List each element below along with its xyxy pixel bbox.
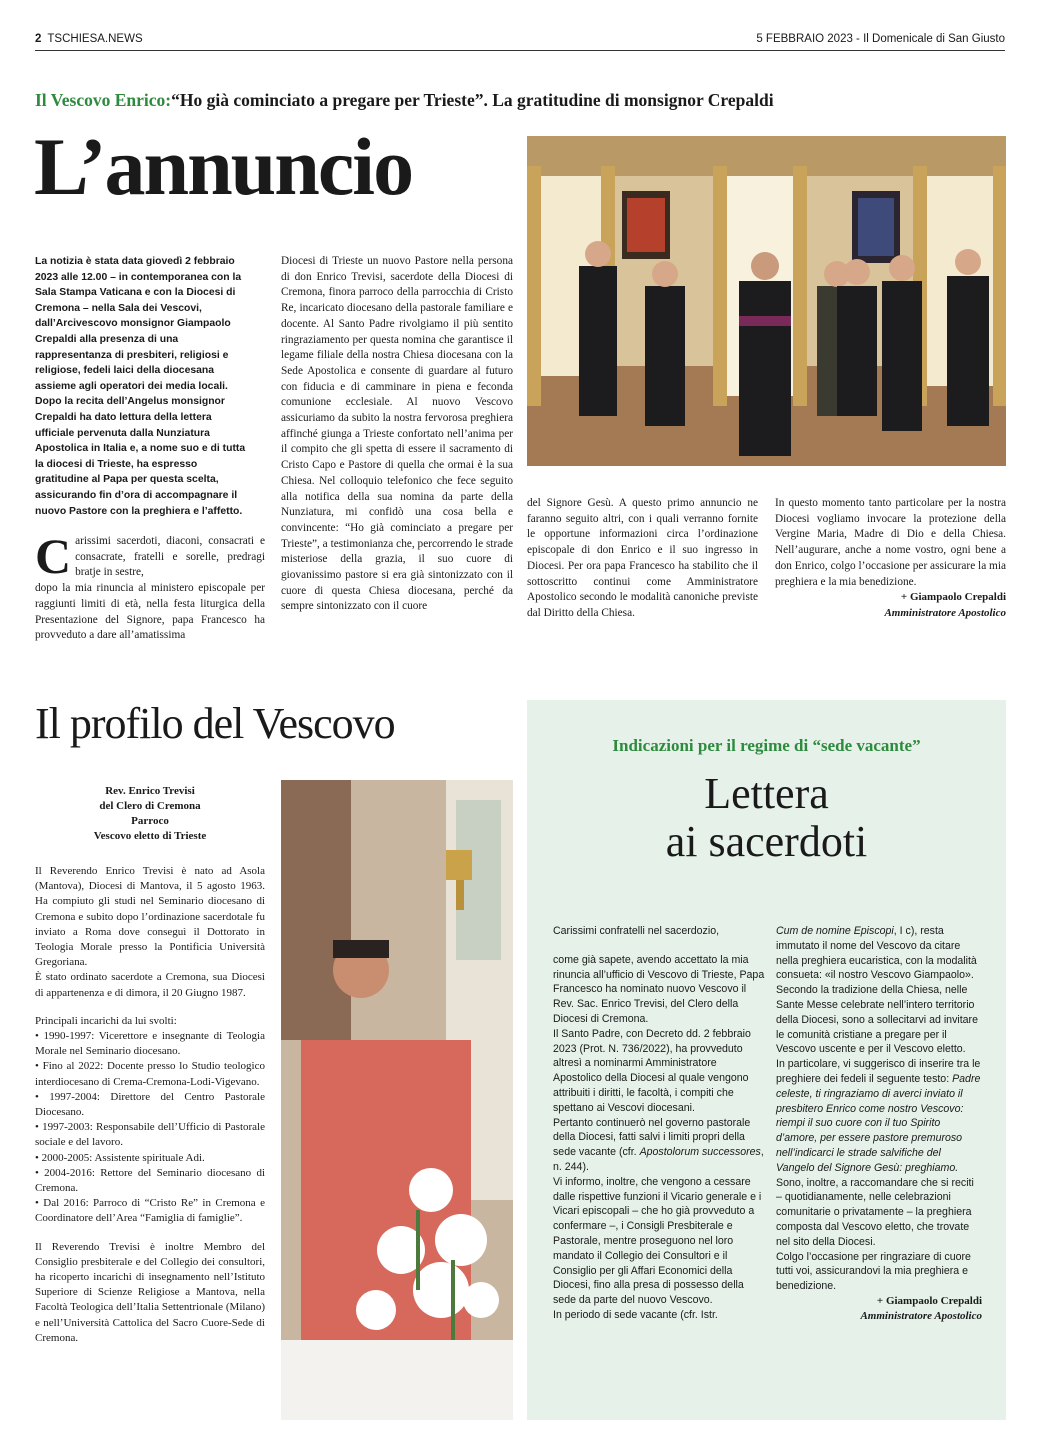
profile-list-title: Principali incarichi da lui svolti: [35,1014,177,1027]
profile-body [35,864,265,1346]
page-header [35,30,1005,51]
box-column-1 [553,924,765,1323]
list-item: • 1997-2003: Responsabile dell’Ufficio di Pastorale sociale e del lavoro. [35,1121,265,1149]
group-photo [527,136,1006,466]
page-number: 2 [35,33,42,45]
list-item: • 1997-2004: Direttore del Centro Pastorale Diocesano. [35,1090,265,1119]
article-lead: La notizia è stata data giovedì 2 febbraio 2023 alle 12.00 – in contemporanea con la Sala Stampa Vaticana e con la Diocesi di Cremona – nella Sala dei Vescovi, dall’Arcivescovo monsignor Giampaolo Crepaldi alla presenza di una rappresentanza di presbiteri, religiosi e religiose, fedeli laici della diocesana assieme agli operatori dei media locali. Dopo la recita dell’Angelus monsignor Crepaldi ha dato lettura della lettera ufficiale pervenuta dalla Nunziatura Apostolica in Italia e, a nome suo e di tutta la diocesi di Trieste, ha espresso gratitudine al Papa per questa scelta, assicurando fin d’ora di accompagnare il nuovo Pastore con la preghiera e l’affetto. [35,256,246,517]
list-item: • Fino al 2022: Docente presso lo Studio teologico interdiocesano di Crema-Cremona-Lodi-Vigevano. [35,1060,265,1088]
profile-elect: Vescovo eletto di Trieste [93,830,207,842]
profile-paragraph: Il Reverendo Enrico Trevisi è nato ad Asola (Mantova), Diocesi di Mantova, il 5 agosto 1963. Ha compiuto gli studi nel Seminario diocesano di Cremona e subito dopo l’ordinazione sacerdotale fu inviato a Roma dove conseguì il Dottorato in Teologia Morale presso la Pontificia Università Gregoriana. [35,865,265,969]
box-paragraph: Colgo l’occasione per ringraziare di cuore tutti voi, assicurandovi la mia preghiera e benedizione. [776,1250,971,1293]
box-paragraph: In periodo di sede vacante (cfr. Istr. [553,1308,718,1321]
list-item: • 1990-1997: Vicerettore e insegnante di Teologia Morale nel Seminario diocesano. [35,1030,265,1058]
box-paragraph: come già sapete, avendo accettato la mia rinuncia all’ufficio di Vescovo di Trieste, Papa Francesco ha nominato nuovo Vescovo il Rev. Sac. Enrico Trevisi, del Clero della Diocesi di Cremona. [553,953,765,1025]
kicker-text: “Ho già cominciato a pregare per Trieste”. La gratitudine di monsignor Crepaldi [171,90,774,110]
profile-paragraph: È stato ordinato sacerdote a Cremona, sua Diocesi di appartenenza e di dimora, il 20 Giugno 1987. [35,971,265,999]
letter-column-2: Diocesi di Trieste un nuovo Pastore nella persona di don Enrico Trevisi, sacerdote della Diocesi di Cremona, finora parroco della parrocchia di Cristo Re, incaricato diocesano della pastorale familiare e docente. Al Santo Padre rivolgiamo il più sentito ringraziamento per questa nomina che garantisce il legame filiale della nostra Chiesa diocesana con la Sede Apostolica e consente di guardare al futuro con fiducia e di camminare in piena e feconda comunione ecclesiale. Al nuovo Vescovo assicuriamo da subito la nostra fervorosa preghiera affinché giunga a Trieste confortato nell’anima per il compito che gli spetta di essere il sacramento di Cristo Capo e Pastore di quella che ormai è la sua Chiesa. Nel colloquio telefonico che fece seguito alla notifica della sua nomina da parte della Nunziatura, mi confidò una cosa bella e convincente: “Ho già cominciato a pregare per Trieste”, a testimonianza che, percorrendo le strade misteriose della grazia, il suo cuore di giovanissimo pastore si era già sintonizzato con il cuore di questa Chiesa diocesana, perché da sempre sintonizzato con il cuore [281,255,513,613]
box-paragraph [776,924,982,983]
box-title-line-1: Lettera [704,769,829,818]
letter-closing: In questo momento tanto particolare per la nostra Diocesi vogliamo invocare la protezione della Vergine Maria, Madre di Dio e della Chiesa. Nell’augurare, anche a nome vostro, ogni bene a don Enrico, colgo l’occasione per assicurare la mia preghiera e la mia benedizione. [775,497,1006,588]
profile-role: Parroco [131,815,169,827]
letter-column-4 [775,496,1006,622]
list-item: • 2004-2016: Rettore del Seminario diocesano di Cremona. [35,1166,265,1195]
issue-date: 5 FEBBRAIO 2023 - Il Domenicale di San Giusto [756,33,1005,45]
box-paragraph [776,1057,982,1175]
box-column-2 [776,924,982,1324]
box-text: Pertanto continuerò nel governo pastorale della Diocesi, fatti salvi i limiti propri della sede vacante (cfr. [553,1116,751,1159]
letter-paragraph: dopo la mia rinuncia al ministero episcopale per raggiunti limiti di età, nella festa liturgica della Presentazione del Signore, papa Francesco ha provveduto a dare all’amatissima [35,582,265,642]
letter-signature-role: Amministratore Apostolico [884,606,1006,619]
kicker-name: Il Vescovo Enrico: [35,90,172,110]
box-title [527,770,1006,866]
article-kicker [35,90,774,111]
profile-clergy: del Clero di Cremona [99,800,201,812]
box-paragraph [553,1116,765,1175]
header-left [35,33,143,45]
box-citation: Cum de nomine Episcopi [776,925,894,937]
profile-paragraph: Il Reverendo Trevisi è inoltre Membro del Consiglio presbiterale e del Collegio dei consultori, ha ricoperto incarichi di insegnamento nell’Istituto Superiore di Scienze Religiose a Mantova, nella Facoltà Teologica dell’Italia Settentrionale (Milano) e nell’Università Cattolica del Sacro Cuore-Sede di Cremona. [35,1240,265,1344]
box-paragraph: Sono, inoltre, a raccomandare che si reciti – quotidianamente, nelle celebrazioni comunitarie o privatamente – la preghiera composta dal Vescovo eletto, che trovate nel sito della Diocesi. [776,1176,974,1248]
drop-cap: C [35,528,72,584]
box-text: , I c), resta immutato il nome del Vescovo da citare nella preghiera eucaristica, con la modalità consueta: «il nostro Vescovo Giampaolo». [776,925,977,982]
box-paragraph: Secondo la tradizione della Chiesa, nelle Sante Messe celebrate nell’intero territorio della Diocesi, sono a sollecitarvi ad invitare le comunità cristiane a pregare per il Vescovo uscente e per il Vescovo eletto. [776,984,978,1056]
article-title: L’annuncio [34,121,413,212]
profile-title: Il profilo del Vescovo [35,699,395,748]
section-name: TSCHIESA.NEWS [47,33,143,45]
box-text: , n. 244). [553,1146,764,1173]
letter-greeting: arissimi sacerdoti, diaconi, consacrati e consacrate, fratelli e sorelle, predragi bratje in sestre, [75,535,265,579]
profile-name: Rev. Enrico Trevisi [105,785,195,797]
letter-column-3: del Signore Gesù. A questo primo annuncio ne faranno seguito altri, con i quali verranno fornite le opportune informazioni circa l’ordinazione episcopale di don Enrico e il suo ingresso in Diocesi. Per ora papa Francesco ha stabilito che il sottoscritto continui come Amministratore Apostolico secondo le modalità canoniche previste dal Diritto della Chiesa. [527,497,758,619]
box-title-line-2: ai sacerdoti [665,817,868,866]
box-prayer: Padre celeste, ti ringraziamo di averci inviato il presbitero Enrico come nostro Vescovo: riempi il suo cuore con il tuo Spirito d’amore, per essere pastore premuroso nell’indicarci le strade salvifiche del Vangelo del Signore Gesù: preghiamo. [776,1072,981,1174]
list-item: • Dal 2016: Parroco di “Cristo Re” in Cremona e Coordinatore dell’Area “Famiglia di famiglie”. [35,1197,265,1225]
group-photo-image [527,136,1006,466]
letter-column-1 [35,528,265,644]
bishop-photo [281,780,513,1420]
letter-signature: + Giampaolo Crepaldi [900,591,1006,604]
box-paragraph: Il Santo Padre, con Decreto dd. 2 febbraio 2023 (Prot. N. 736/2022), ha provveduto altresì a nominarmi Amministratore Apostolico della Diocesi al quale vengono attribuiti i diritti, le facoltà, i compiti che spettano ai Vescovi diocesani. [553,1027,751,1114]
box-signature: + Giampaolo Crepaldi [876,1294,982,1307]
box-citation: Apostolorum successores [639,1146,761,1159]
box-kicker: Indicazioni per il regime di “sede vacante” [612,736,921,755]
box-text: In particolare, vi suggerisco di inserire tra le preghiere dei fedeli il seguente testo: [776,1058,981,1085]
profile-heading [35,784,265,844]
box-paragraph: Vi informo, inoltre, che vengono a cessare dalle rispettive funzioni il Vicario generale e i Vicari episcopali – che ho già provveduto a confermare –, i Consigli Presbiterale e Pastorale, mentre proseguono nel loro mandato il Collegio dei Consultori e il Consiglio per gli Affari Economici della Diocesi, fino alla presa di possesso della sede da parte del nuovo Vescovo. [553,1175,762,1307]
bishop-photo-image [281,780,513,1420]
box-greeting: Carissimi confratelli nel sacerdozio, [553,925,720,937]
box-signature-role: Amministratore Apostolico [860,1309,982,1322]
list-item: • 2000-2005: Assistente spirituale Adi. [35,1151,205,1164]
